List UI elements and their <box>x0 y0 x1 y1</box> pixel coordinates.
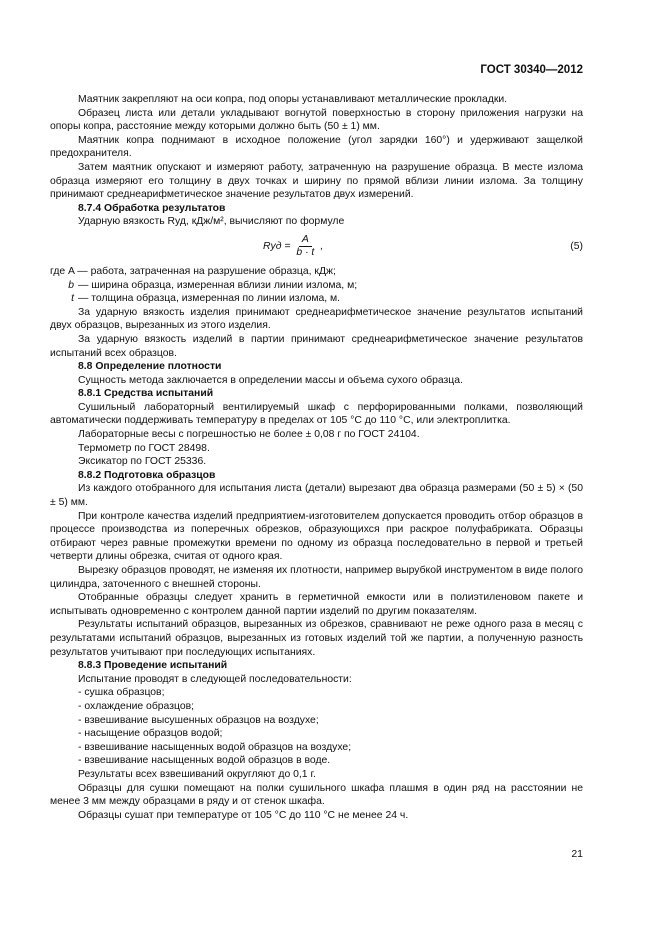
paragraph: Образцы для сушки помещают на полки сушильного шкафа плашмя в один ряд на расстоянии не менее 3 мм между образцами в ряду и от стенок шкафа. <box>50 782 583 808</box>
formula-number: (5) <box>570 241 583 253</box>
paragraph: При контроле качества изделий предприятием-изготовителем допускается проводить отбор образцов в процессе производства из поперечных обрезков, образующихся при раскрое полуфабриката. Образцы отбирают через равные промежутки времени по одному из образца последовательно в первой и третьей четверти длины обрезка, считая от одного края. <box>50 510 583 563</box>
section-heading: 8.8 Определение плотности <box>78 361 222 373</box>
section-heading: 8.7.4 Обработка результатов <box>78 202 226 214</box>
list-item: - сушка образцов; <box>78 687 165 699</box>
section-heading: 8.8.3 Проведение испытаний <box>78 660 228 672</box>
document-body <box>50 93 583 822</box>
where-line <box>50 292 583 306</box>
standard-code: ГОСТ 30340—2012 <box>480 64 583 76</box>
paragraph: Лабораторные весы с погрешностью не более ± 0,08 г по ГОСТ 24104. <box>78 429 420 441</box>
paragraph: За ударную вязкость изделий в партии принимают среднеарифметическое значение результатов испытаний всех образцов. <box>50 333 583 359</box>
paragraph: Маятник копра поднимают в исходное положение (угол зарядки 160°) и удерживают защелкой предохранителя. <box>50 134 583 160</box>
paragraph: Отобранные образцы следует хранить в герметичной емкости или в полиэтиленовом пакете и испытывать одновременно с контролем данной партии изделий по другим показателям. <box>50 592 583 617</box>
where-text: — ширина образца, измеренная вблизи линии излома, м; <box>78 279 358 291</box>
paragraph: Образцы сушат при температуре от 105 °С до 110 °С не менее 24 ч. <box>78 809 409 821</box>
formula-denominator: b · t <box>296 247 315 259</box>
paragraph: Результаты испытаний образцов, вырезанных из обрезков, сравнивают не реже одного раза в месяц с результатами испытаний образцов, вырезанных из готовых изделий той же партии, а полученную разность результатов учитывают при последующих испытаниях. <box>50 619 583 658</box>
where-line <box>50 265 583 279</box>
where-text: где A — работа, затраченная на разрушение образца, кДж; <box>50 265 336 277</box>
list-item: - насыщение образцов водой; <box>78 728 223 740</box>
paragraph: Затем маятник опускают и измеряют работу, затраченную на разрушение образца. В месте излома образца измеряют его толщину в двух точках и ширину по прямой вблизи линии излома. За толщину принимают среднеарифметическое значение результатов двух измерений. <box>50 161 583 201</box>
page-number: 21 <box>571 848 583 860</box>
where-line <box>50 279 583 293</box>
list-item: - взвешивание насыщенных водой образцов на воздухе; <box>78 741 352 753</box>
list-item: - взвешивание насыщенных водой образцов в воде. <box>78 755 331 767</box>
section-heading: 8.8.1 Средства испытаний <box>78 388 214 400</box>
paragraph: Испытание проводят в следующей последовательности: <box>78 673 352 685</box>
paragraph: Из каждого отобранного для испытания листа (детали) вырезают два образца размерами (50 ± 5) × (50 ± 5) мм. <box>50 483 583 509</box>
where-symbol: t <box>71 293 74 305</box>
list-item: - охлаждение образцов; <box>78 700 195 712</box>
formula <box>50 230 583 264</box>
where-text: — толщина образца, измеренная по линии излома, м. <box>78 293 341 305</box>
paragraph: Результаты всех взвешиваний округляют до 0,1 г. <box>78 768 316 780</box>
paragraph: Эксикатор по ГОСТ 25336. <box>78 456 207 468</box>
formula-tail: , <box>320 241 324 253</box>
paragraph: Сущность метода заключается в определении массы и объема сухого образца. <box>78 374 463 386</box>
formula-expression <box>263 234 323 259</box>
paragraph: Маятник закрепляют на оси копра, под опоры устанавливают металлические прокладки. <box>78 94 508 105</box>
list-item: - взвешивание высушенных образцов на воздухе; <box>78 714 319 726</box>
paragraph: Ударную вязкость Rуд, кДж/м², вычисляют по формуле <box>78 216 345 228</box>
paragraph: Образец листа или детали укладывают вогнутой поверхностью в сторону приложения нагрузки на опоры копра, расстояние между которыми должно быть (50 ± 1) мм. <box>50 107 583 133</box>
paragraph: За ударную вязкость изделия принимают среднеарифметическое значение результатов испытаний двух образцов, вырезанных из этого изделия. <box>50 306 583 332</box>
formula-numerator: A <box>299 234 312 247</box>
paragraph: Сушильный лабораторный вентилируемый шкаф с перфорированными полками, позволяющий автоматически поддерживать температуру в пределах от 105 °С до 110 °С, или электроплитка. <box>50 401 583 427</box>
paragraph: Вырезку образцов проводят, не изменяя их плотности, например вырубкой инструментом в виде полого цилиндра, заточенного с внешней стороны. <box>50 565 583 590</box>
formula-lhs: Rуд = <box>263 241 291 253</box>
paragraph: Термометр по ГОСТ 28498. <box>78 442 210 454</box>
formula-fraction <box>293 234 317 259</box>
where-symbol: b <box>68 279 74 291</box>
section-heading: 8.8.2 Подготовка образцов <box>78 469 216 481</box>
